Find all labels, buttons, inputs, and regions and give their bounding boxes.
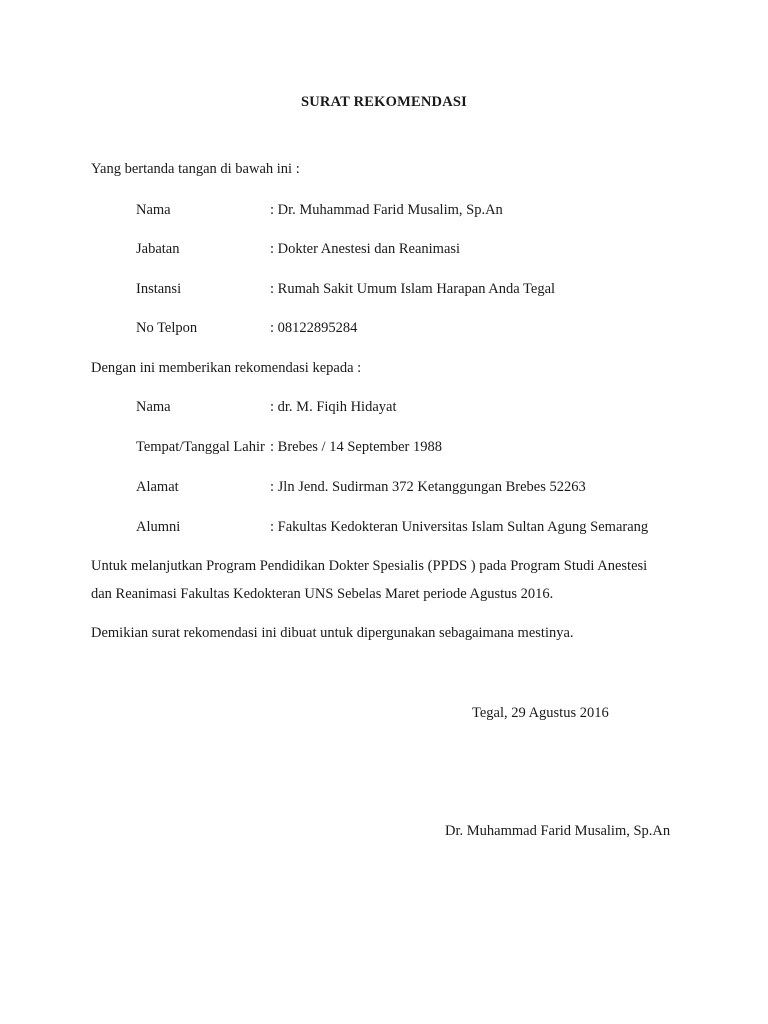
field-label: Instansi — [136, 281, 182, 297]
field-value: : Dokter Anestesi dan Reanimasi — [270, 241, 461, 257]
field-value: : 08122895284 — [270, 320, 358, 336]
closing-text: Demikian surat rekomendasi ini dibuat untuk dipergunakan sebagaimana mestinya. — [91, 625, 574, 641]
field-value: : dr. M. Fiqih Hidayat — [270, 399, 397, 415]
field-label: Nama — [136, 202, 171, 218]
field-value: : Brebes / 14 September 1988 — [270, 439, 442, 455]
field-label: Jabatan — [136, 241, 180, 257]
field-label: Nama — [136, 399, 171, 415]
letter-title: SURAT REKOMENDASI — [300, 94, 467, 110]
field-value: : Rumah Sakit Umum Islam Harapan Anda Tegal — [270, 281, 556, 297]
field-label: Alamat — [136, 479, 179, 495]
place-date: Tegal, 29 Agustus 2016 — [472, 705, 609, 721]
field-value: : Dr. Muhammad Farid Musalim, Sp.An — [270, 202, 503, 218]
field-label: Alumni — [136, 519, 181, 535]
field-value: : Fakultas Kedokteran Universitas Islam Sultan Agung Semarang — [270, 519, 649, 535]
field-label: Tempat/Tanggal Lahir — [136, 439, 265, 455]
field-label: No Telpon — [136, 320, 198, 336]
intro-text: Yang bertanda tangan di bawah ini : — [91, 161, 300, 177]
field-value: : Jln Jend. Sudirman 372 Ketanggungan Brebes 52263 — [270, 479, 586, 495]
purpose-line: Untuk melanjutkan Program Pendidikan Dokter Spesialis (PPDS ) pada Program Studi Anestesi — [91, 558, 648, 574]
signature-name: Dr. Muhammad Farid Musalim, Sp.An — [445, 823, 671, 839]
purpose-line: dan Reanimasi Fakultas Kedokteran UNS Sebelas Maret periode Agustus 2016. — [91, 586, 554, 602]
recommend-intro-text: Dengan ini memberikan rekomendasi kepada : — [91, 360, 362, 376]
